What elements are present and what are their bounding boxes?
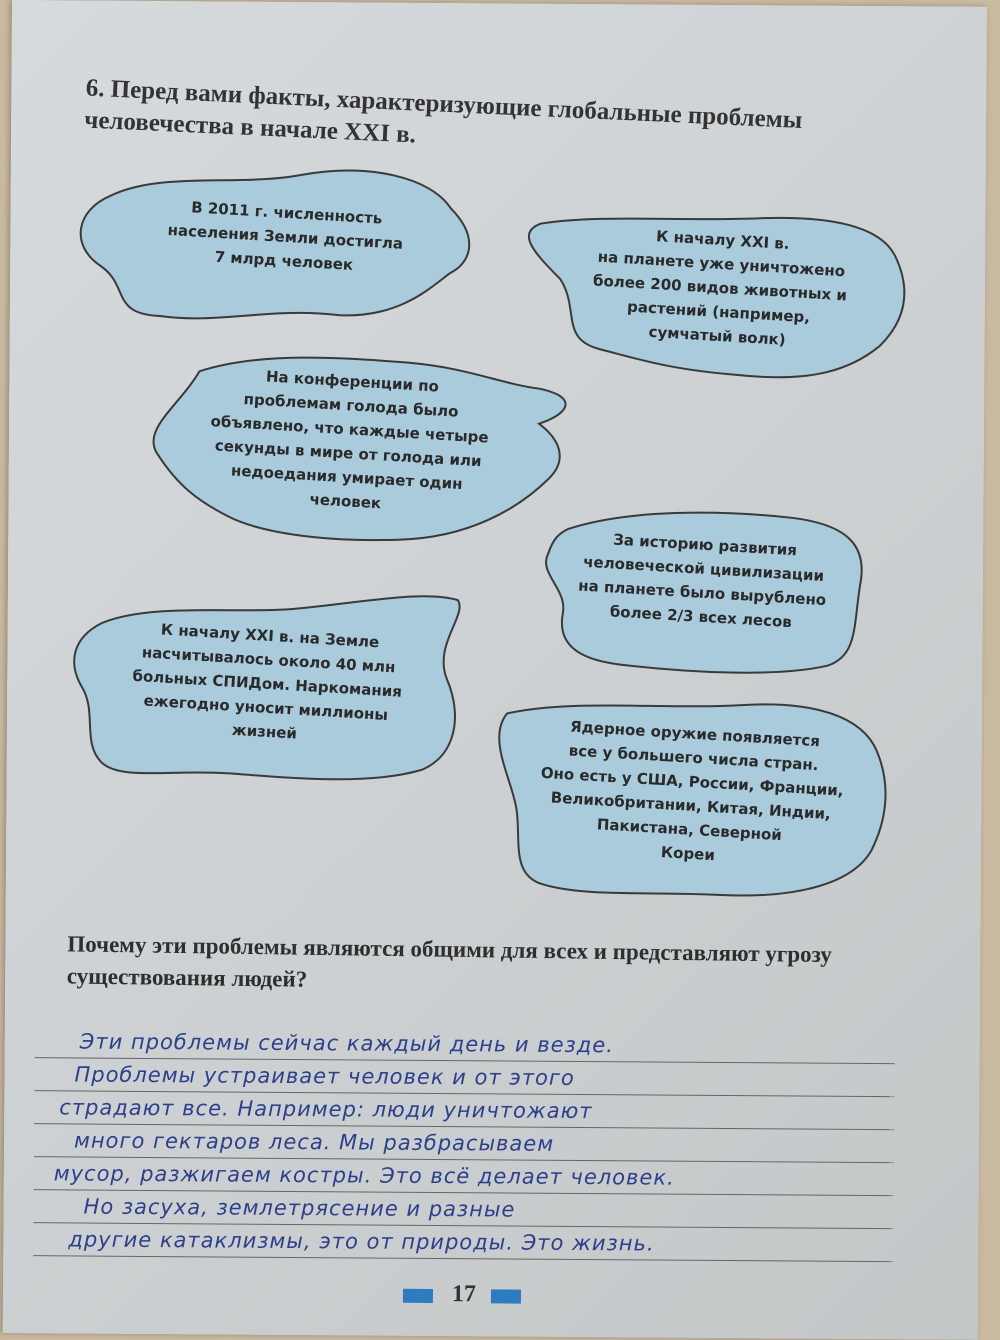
fact-bubble-aids bbox=[62, 582, 473, 785]
page-marker-right bbox=[491, 1289, 521, 1303]
handwritten-answer: Но засуха, землетрясение и разные bbox=[83, 1194, 516, 1222]
handwritten-answer: Эти проблемы сейчас каждый день и везде. bbox=[79, 1029, 614, 1058]
fact-bubble-hunger bbox=[138, 346, 579, 544]
fact-text: К началу XXI в. на планете уже уничтожено более 200 видов животных и растений (например, сумчатый волк) bbox=[592, 227, 848, 349]
question-text: Почему эти проблемы являются общими для всех и представляют угрозу существования людей? bbox=[66, 931, 833, 992]
fact-text: За историю развития человеческой цивилизации на планете было вырублено более 2/3 всех лесов bbox=[577, 530, 827, 632]
handwritten-answer: страдают все. Например: люди уничтожают bbox=[59, 1095, 593, 1124]
fact-bubble-forests bbox=[537, 504, 868, 676]
fact-text: На конференции по проблемам голода было объявлено, что каждые четыре секунды в мире от голода или недоедания умирает один человек bbox=[210, 367, 490, 513]
fact-bubble-population bbox=[70, 165, 491, 323]
fact-text: К началу XXI в. на Земле насчитывалось около 40 млн больных СПИДом. Наркомания ежегодно уносит миллионы жизней bbox=[132, 620, 403, 743]
answer-line[interactable] bbox=[33, 1223, 893, 1262]
page-number-text: 17 bbox=[451, 1281, 477, 1308]
fact-text: В 2011 г. численность населения Земли достигла 7 млрд человек bbox=[167, 198, 404, 274]
handwritten-answer: Проблемы устраивает человек и от этого bbox=[74, 1062, 575, 1090]
handwritten-answer: много гектаров леса. Мы разбрасываем bbox=[73, 1128, 555, 1156]
handwritten-answer: другие катаклизмы, это от природы. Это жизнь. bbox=[68, 1227, 655, 1256]
page-marker-left bbox=[403, 1289, 433, 1303]
page-number bbox=[403, 1281, 523, 1312]
answer-area[interactable] bbox=[33, 1025, 895, 1262]
task-title: 6. Перед вами факты, характеризующие глобальные проблемы человечества в начале XXI в. bbox=[83, 74, 803, 149]
workbook-page bbox=[3, 0, 987, 1340]
fact-bubble-nuclear bbox=[491, 698, 892, 901]
fact-text: Ядерное оружие появляется все у большего числа стран. Оно есть у США, России, Франции, Великобритании, Китая, Индии, Пакистана, Северной Кореи bbox=[540, 717, 845, 865]
handwritten-answer: мусор, разжигаем костры. Это всё делает человек. bbox=[53, 1161, 675, 1190]
